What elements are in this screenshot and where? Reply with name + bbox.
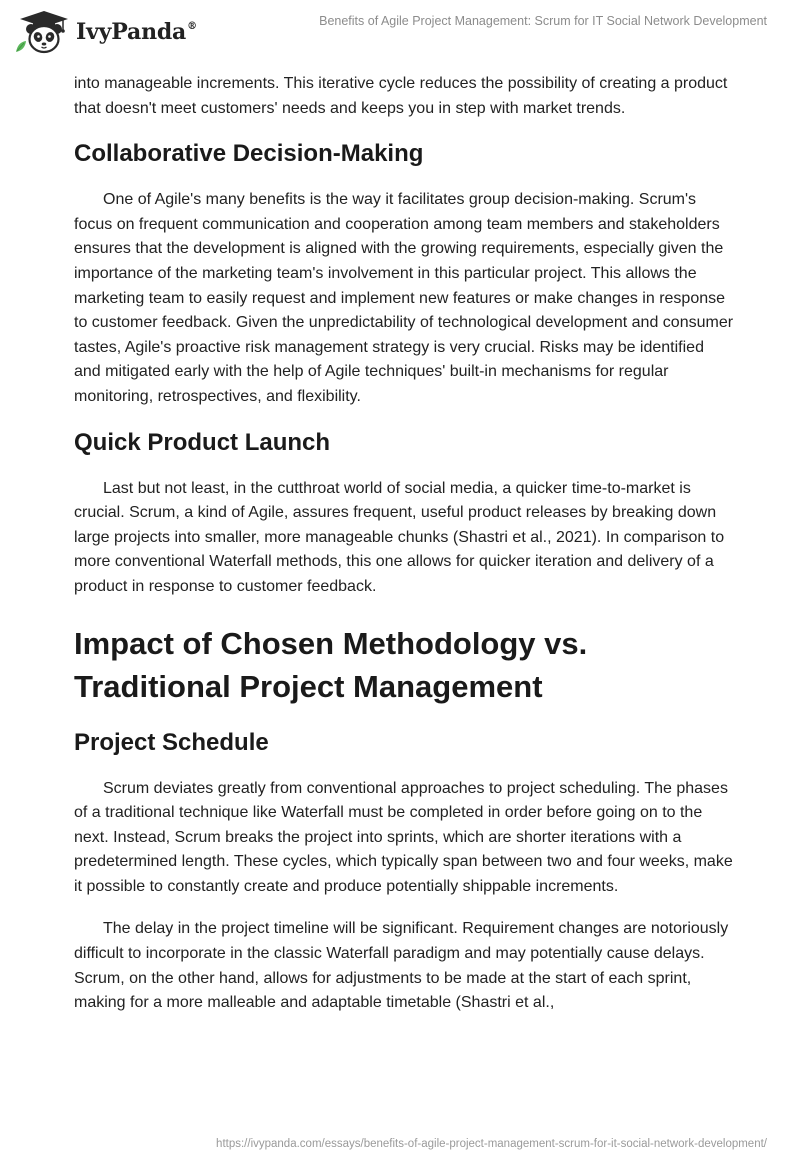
panda-graduate-icon	[14, 8, 72, 56]
running-title: Benefits of Agile Project Management: Scrum for IT Social Network Development	[319, 14, 767, 28]
heading-project-schedule: Project Schedule	[74, 728, 269, 756]
heading-collaborative-decision-making: Collaborative Decision-Making	[74, 140, 424, 168]
essay-content	[74, 72, 734, 1034]
heading-impact-of-chosen-methodology: Impact of Chosen Methodology vs. Traditional Project Management	[74, 625, 588, 704]
source-url[interactable]: https://ivypanda.com/essays/benefits-of-agile-project-management-scrum-for-it-social-network-development/	[216, 1138, 767, 1150]
paragraph-intro-continuation: into manageable increments. This iterative cycle reduces the possibility of creating a product that doesn't meet customers' needs and keeps you in step with market trends.	[74, 75, 728, 117]
heading-quick-product-launch: Quick Product Launch	[74, 428, 331, 456]
page-header	[0, 0, 800, 70]
paragraph-collaborative: One of Agile's many benefits is the way it facilitates group decision-making. Scrum's focus on frequent communication and cooperation among team members and stakeholders ensures that the development is aligned with the growing requirements, especially given the importance of the marketing team's involvement in this particular project. This allows the marketing team to easily request and implement new features or make changes in response to customer feedback. Given the unpredictability of technological development and consumer tastes, Agile's proactive risk management strategy is very crucial. Risks may be identified and mitigated early with the help of Agile techniques' built-in mechanisms for regular monitoring, retrospectives, and flexibility.	[74, 191, 734, 405]
paragraph-schedule-2: The delay in the project timeline will be significant. Requirement changes are notoriously difficult to incorporate in the classic Waterfall paradigm and may potentially cause delays. Scrum, on the other hand, allows for adjustments to be made at the start of each sprint, making for a more malleable and adaptable timetable (Shastri et al.,	[74, 920, 729, 1012]
brand-name: IvyPanda®	[76, 19, 197, 45]
paragraph-quick-launch: Last but not least, in the cutthroat world of social media, a quicker time-to-market is crucial. Scrum, a kind of Agile, assures frequent, useful product releases by breaking down large projects into smaller, more manageable chunks (Shastri et al., 2021). In comparison to more conventional Waterfall methods, this one allows for quicker iteration and delivery of a product in response to customer feedback.	[74, 479, 725, 595]
ivypanda-logo[interactable]	[14, 8, 197, 56]
paragraph-schedule-1: Scrum deviates greatly from conventional approaches to project scheduling. The phases of a traditional technique like Waterfall must be completed in order before going on to the next. Instead, Scrum breaks the project into sprints, which are shorter iterations with a predetermined length. These cycles, which typically span between two and four weeks, make it possible to constantly create and produce potentially shippable increments.	[74, 779, 733, 895]
